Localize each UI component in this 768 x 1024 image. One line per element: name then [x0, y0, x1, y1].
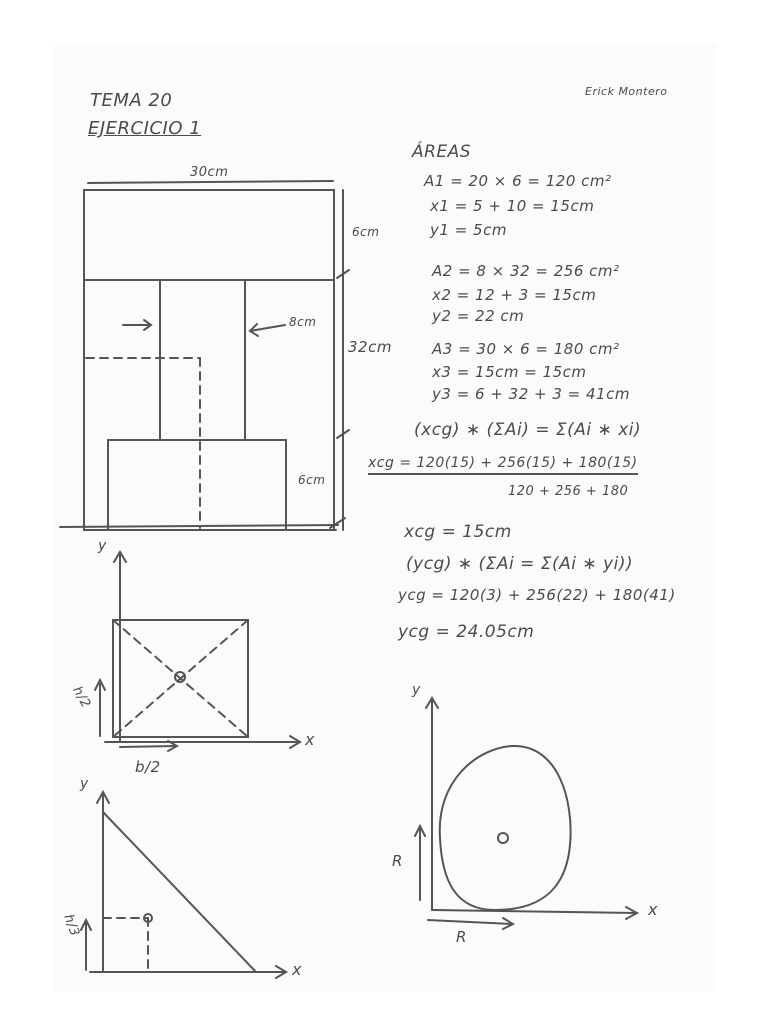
xcg-result: xcg = 15cm [404, 522, 512, 542]
tri-h-label: h/3 [60, 912, 83, 939]
dim-stem-width: 8cm [289, 315, 317, 329]
bottom-block [108, 440, 286, 530]
area-line-5: x2 = 12 + 3 = 15cm [432, 286, 597, 304]
rectangle-centroid-diagram [95, 552, 300, 751]
dim-top-height: 6cm [352, 225, 380, 239]
circle-r-horizontal-label: R [456, 928, 467, 946]
rect-x-axis-label: x [305, 730, 315, 749]
rect-b-label: b/2 [135, 758, 161, 776]
area-line-9: y3 = 6 + 32 + 3 = 41cm [432, 385, 630, 403]
author-signature: Erick Montero [585, 85, 668, 98]
area-line-6: y2 = 22 cm [432, 307, 525, 325]
circle-centroid-diagram [415, 698, 637, 929]
circle-x-axis-label: x [648, 900, 658, 919]
circle-r-vertical-label: R [392, 852, 403, 870]
area-line-7: A3 = 30 × 6 = 180 cm² [432, 340, 620, 358]
area-line-3: y1 = 5cm [430, 221, 507, 239]
dim-top-width: 30cm [190, 165, 229, 180]
area-line-8: x3 = 15cm = 15cm [432, 363, 587, 381]
topic-title: TEMA 20 [90, 90, 173, 111]
triangle-centroid-diagram [81, 792, 286, 978]
rect-h-label: h/2 [69, 684, 94, 711]
xcg-numerator: xcg = 120(15) + 256(15) + 180(15) [368, 455, 638, 475]
area-line-1: A1 = 20 × 6 = 120 cm² [424, 172, 612, 190]
area-line-4: A2 = 8 × 32 = 256 cm² [432, 262, 620, 280]
xcg-denominator: 120 + 256 + 180 [508, 484, 629, 499]
areas-title: ÁREAS [412, 142, 472, 162]
top-flange [84, 190, 334, 280]
dim-total-height: 32cm [348, 338, 392, 356]
exercise-title: EJERCICIO 1 [88, 118, 202, 139]
ycg-result: ycg = 24.05cm [398, 622, 535, 642]
ycg-numerator: ycg = 120(3) + 256(22) + 180(41) [398, 586, 676, 604]
tri-x-axis-label: x [292, 960, 302, 979]
area-line-2: x1 = 5 + 10 = 15cm [430, 197, 595, 215]
ycg-formula: (ycg) ∗ (ΣAi = Σ(Ai ∗ yi)) [406, 554, 634, 574]
xcg-formula: (xcg) ∗ (ΣAi) = Σ(Ai ∗ xi) [414, 420, 642, 440]
dim-bottom-height: 6cm [298, 473, 326, 487]
rect-y-axis-label: y [98, 538, 107, 554]
tri-y-axis-label: y [80, 776, 89, 792]
circle-y-axis-label: y [412, 682, 421, 698]
